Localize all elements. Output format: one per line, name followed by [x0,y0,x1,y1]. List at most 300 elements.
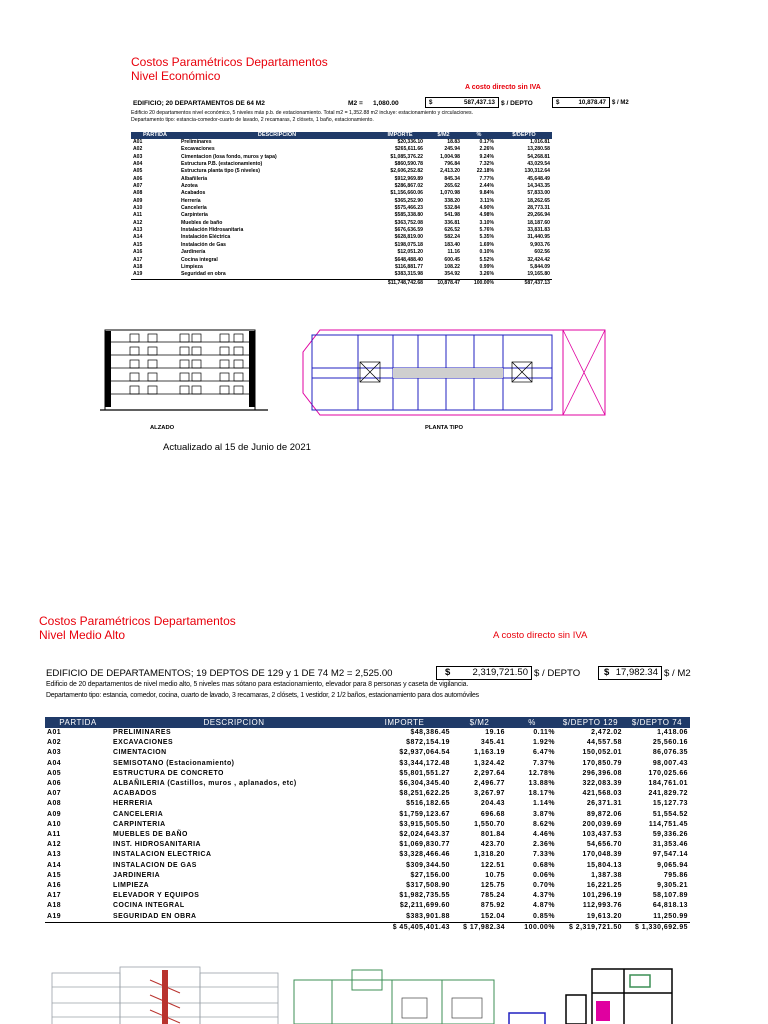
cost-value: 3.26% [479,271,494,278]
table-row [45,748,690,758]
cost-value: 1.69% [479,241,494,248]
header-cell: IMPORTE [375,132,425,139]
total-value: 10,878.47 [425,279,462,287]
section1-elevation-drawing [100,328,270,413]
table-row [45,810,690,820]
cost-value: $2,937,064.54 [399,749,450,757]
section1-building: EDIFICIO; 20 DEPARTAMENTOS DE 64 M2 [133,100,265,107]
cost-value: $27,156.00 [410,871,450,879]
partida-code: A04 [133,161,143,168]
partida-code: A05 [47,769,62,777]
partida-description: Cancelería [181,205,207,212]
cost-value: 18,187.60 [527,219,550,226]
cost-value: 532.84 [444,205,460,212]
cost-value: 103,437.53 [582,831,622,839]
cost-value: 600.45 [444,256,460,263]
cost-value: $1,069,830.77 [399,841,450,849]
total-value: $ 2,319,721.50 [557,922,624,933]
section1-desc1: Edificio 20 departamentos nivel económico, 5 niveles más p.b. de estacionamiento. Total m2 = 1,352.88 m2 incluye: estacionamiento y circulaciones. [131,110,474,116]
cost-value: $8,251,622.25 [399,790,450,798]
table-row [45,861,690,871]
cost-value: 0.85% [532,912,555,920]
table-row [131,198,552,205]
cost-value: 1,004.98 [440,153,460,160]
cost-value: 11,250.99 [653,912,688,920]
cost-value: $317,508.90 [406,882,450,890]
cost-value: 3,267.97 [474,790,505,798]
cost-value: $2,024,643.37 [399,831,450,839]
cost-value: 3.87% [532,810,555,818]
cost-value: 12.78% [528,769,555,777]
cost-value: $585,338.80 [394,212,423,219]
window-mark [234,386,243,394]
section1-per-depto-label: $ / DEPTO [501,100,533,107]
section2-cost-table [45,717,690,933]
window-mark [220,347,229,355]
cost-value: 0.10% [479,249,494,256]
partida-code: A13 [133,227,143,234]
partida-code: A02 [133,146,143,153]
table-row [45,912,690,923]
cost-value: 152.04 [480,912,505,920]
total-spacer [45,922,111,933]
header-cell: PARTIDA [45,717,111,728]
section1-m2-value: 1,080.00 [373,100,399,107]
cost-value: 696.68 [480,810,505,818]
partida-description: Instalación de Gas [181,241,227,248]
cost-value: 0.17% [479,139,494,145]
header-cell: % [462,132,496,139]
cost-value: 101,296.19 [582,892,622,900]
cost-value: 43,029.54 [527,161,550,168]
window-mark [148,360,157,368]
table-row [131,183,552,190]
cost-value: 2.36% [532,841,555,849]
cost-value: 1,387.38 [591,871,622,879]
partida-description: CANCELERIA [113,810,164,818]
cost-value: $676,636.59 [394,227,423,234]
partida-description: ALBAÑILERIA (Castillos, muros , aplanados, etc) [113,780,297,788]
partida-code: A14 [47,861,62,869]
section2-building: EDIFICIO DE DEPARTAMENTOS; 19 DEPTOS DE 129 y 1 DE 74 M2 = 2,525.00 [46,668,393,679]
cost-value: $198,075.18 [394,241,423,248]
partida-code: A12 [47,841,62,849]
section1-m2-label: M2 = [348,100,363,107]
cost-value: 58,107.89 [652,892,688,900]
window-mark [192,386,201,394]
section2-title [39,614,236,642]
cost-value: 1,070.98 [440,190,460,197]
cost-value: 204.43 [480,800,505,808]
elevation-svg [100,328,270,413]
cost-value: 2,297.64 [474,769,505,777]
cost-value: $3,344,172.48 [399,759,450,767]
partida-code: A02 [47,739,62,747]
total-spacer [179,279,375,287]
section1-per-depto-value: 587,437.13 [464,99,495,106]
cost-value: 4.98% [479,212,494,219]
partida-description: MUEBLES DE BAÑO [113,831,188,839]
cost-value: 785.24 [480,892,505,900]
partida-code: A15 [47,871,62,879]
section2-per-depto-box [436,666,532,680]
cost-value: 423.70 [480,841,505,849]
cost-value: $516,182.65 [406,800,450,808]
cost-value: $116,881.77 [394,263,423,270]
section1-cur1: $ [429,99,433,106]
cost-value: 4.87% [532,902,555,910]
partida-description: INST. HIDROSANITARIA [113,841,201,849]
cost-value: 9,903.76 [530,241,550,248]
table-row [131,242,552,249]
cost-value: 200,039.69 [582,820,622,828]
partida-description: SEMISOTANO (Estacionamiento) [113,759,235,767]
cost-value: $20,336.10 [397,139,423,145]
table-row [45,881,690,891]
cost-value: 541.98 [444,212,460,219]
cost-value: 29,266.94 [527,212,550,219]
cost-value: 125.75 [480,882,505,890]
window-mark [148,373,157,381]
partida-code: A14 [133,234,143,241]
window-mark [148,386,157,394]
table-row [131,154,552,161]
window-mark [180,360,189,368]
window-mark [130,347,139,355]
partida-code: A07 [47,790,62,798]
cost-value: 86,076.35 [652,749,688,757]
cost-value: 796.84 [444,161,460,168]
window-mark [192,360,201,368]
partida-code: A06 [47,780,62,788]
section2-cur1: $ [445,667,451,678]
cost-value: 801.84 [480,831,505,839]
partida-code: A10 [47,820,62,828]
partida-description: HERRERIA [113,800,153,808]
cost-value: 89,872.06 [586,810,622,818]
section2-note: A costo directo sin IVA [493,630,588,641]
total-value: 100.00% [507,922,557,933]
cost-value: 1,418.06 [657,729,688,736]
partida-code: A05 [133,168,143,175]
table-row [131,220,552,227]
total-value: $ 17,982.34 [452,922,507,933]
total-value: 587,437.13 [496,279,552,287]
window-mark [220,360,229,368]
section2-cur2: $ [604,667,610,678]
table-row [131,205,552,212]
cost-value: 0.70% [532,882,555,890]
partida-description: SEGURIDAD EN OBRA [113,912,197,920]
cost-value: 183.40 [444,241,460,248]
table-row [45,779,690,789]
partida-code: A16 [133,249,143,256]
cost-value: 13,280.58 [527,146,550,153]
table-row [131,161,552,168]
partida-code: A18 [133,263,143,270]
total-value: $ 45,405,401.43 [357,922,452,933]
table-row [131,264,552,271]
cost-value: 19,613.20 [586,912,622,920]
window-mark [234,360,243,368]
partida-code: A06 [133,175,143,182]
partida-description: ACABADOS [113,790,157,798]
cost-value: 875.92 [480,902,505,910]
section1-title-line1: Costos Paramétricos Departamentos [131,55,328,69]
table-row [131,168,552,175]
cost-value: 19.16 [485,729,505,736]
label-alzado: ALZADO [150,425,175,431]
section1-title [131,55,328,83]
cost-value: 44,557.58 [586,739,622,747]
cost-value: 54,656.70 [586,841,622,849]
cost-value: 345.41 [480,739,505,747]
table-row [131,234,552,241]
section2-detail-drawing [507,1010,549,1024]
cost-value: $3,328,466.46 [399,851,450,859]
cost-value: 51,554.52 [652,810,688,818]
cost-value: 7.33% [532,851,555,859]
window-mark [192,373,201,381]
partida-code: A12 [133,219,143,226]
cost-value: 19,165.80 [527,271,550,278]
cost-value: 845.34 [444,175,460,182]
cost-value: 114,751.45 [648,820,688,828]
cost-value: $383,315.98 [394,271,423,278]
cost-value: 322,083.39 [582,780,622,788]
cost-value: 9.24% [479,153,494,160]
cost-value: 2,472.02 [591,729,622,736]
header-cell: $/DEPTO 129 [557,717,624,728]
section1-desc2: Departamento tipo: estancia-comedor-cuarto de lavado, 2 recamaras, 2 clósets, 1 baño, estacionamiento. [131,117,374,123]
cost-value: 14,343.35 [527,183,550,190]
partida-code: A03 [47,749,62,757]
cost-value: 421,568.03 [582,790,622,798]
header-cell: % [507,717,557,728]
cost-value: $363,752.08 [394,219,423,226]
cost-value: $2,606,252.82 [390,168,423,175]
cost-value: 3.11% [479,197,494,204]
cost-value: 265.62 [444,183,460,190]
partida-code: A17 [133,256,143,263]
cost-value: 602.56 [534,249,550,256]
window-mark [130,334,139,342]
window-mark [148,347,157,355]
section1-title-line2: Nivel Económico [131,69,221,83]
header-cell: $/M2 [452,717,507,728]
partida-description: Estructura P.B. (estacionamiento) [181,161,263,168]
section1-per-m2-box [552,97,610,108]
partida-code: A18 [47,902,62,910]
partida-description: Cocina integral [181,256,218,263]
table-row [45,759,690,769]
cost-value: 0.06% [532,871,555,879]
section2-per-m2-box [598,666,662,680]
cost-value: 1.92% [532,739,555,747]
cost-value: 2,496.77 [474,780,505,788]
window-mark [220,334,229,342]
table-row [45,840,690,850]
partida-description: Instalación Hidrosanitaria [181,227,244,234]
section2-desc2: Departamento tipo: estancia, comedor, cocina, cuarto de lavado, 3 recamaras, 2 clósets, 1 vestidor, 2 1/2 baños, estacionamiento para dos automóviles [46,692,479,699]
partida-description: INSTALACION DE GAS [113,861,197,869]
window-mark [130,386,139,394]
section1-per-m2-label: $ / M2 [612,100,629,106]
partida-description: EXCAVACIONES [113,739,174,747]
cost-value: 18.17% [528,790,555,798]
partida-code: A13 [47,851,62,859]
cost-value: 28,773.31 [527,205,550,212]
section2-desc1: Edificio de 20 departamentos de nivel medio alto, 5 niveles mas sótano para estacionamiento, elevador para 8 personas y caseta de vigilancia. [46,681,469,688]
partida-code: A15 [133,241,143,248]
section1-per-depto-box [425,97,499,108]
header-cell: DESCRIPCION [179,132,375,139]
cost-value: 4.46% [532,831,555,839]
table-row [131,257,552,264]
section2-per-depto-label: $ / DEPTO [534,668,581,679]
cost-value: 5.76% [479,227,494,234]
table-row [131,139,552,146]
cost-value: 2.26% [479,146,494,153]
partida-code: A11 [133,212,143,219]
partida-code: A11 [47,831,61,839]
header-cell: $/DEPTO 74 [624,717,690,728]
cost-value: 170,850.79 [582,759,622,767]
cost-value: 170,048.39 [582,851,622,859]
cost-value: $3,915,505.50 [399,820,450,828]
window-mark [130,373,139,381]
cost-value: 13.88% [528,780,555,788]
table-row [45,850,690,860]
cost-value: 1.14% [532,800,555,808]
cost-value: 0.99% [479,263,494,270]
window-mark [234,347,243,355]
cost-value: 354.92 [444,271,460,278]
partida-description: COCINA INTEGRAL [113,902,185,910]
cost-value: 97,547.14 [652,851,688,859]
cost-value: 582.24 [444,234,460,241]
partida-code: A03 [133,153,143,160]
partida-description: Azotea [181,183,198,190]
section1-cost-table [131,132,552,287]
section1-per-m2-value: 10,878.47 [578,99,606,106]
total-spacer [111,922,357,933]
cost-value: $575,466.23 [394,205,423,212]
label-planta-tipo: PLANTA TIPO [425,425,463,431]
cost-value: 18,262.65 [527,197,550,204]
header-cell: $/DEPTO [496,132,552,139]
cost-value: 122.51 [480,861,505,869]
partida-code: A08 [133,190,143,197]
cost-value: 1,016.81 [530,139,550,145]
section2-per-depto-value: 2,319,721.50 [472,667,528,678]
cost-value: $628,819.00 [394,234,423,241]
header-cell: PARTIDA [131,132,179,139]
cost-value: 45,648.49 [527,175,550,182]
total-row [131,279,552,287]
window-mark [234,334,243,342]
table-row [131,249,552,256]
section1-note: A costo directo sin IVA [465,84,541,91]
table-row [45,728,690,738]
window-mark [148,334,157,342]
partida-code: A19 [47,912,62,920]
cost-value: 130,312.64 [524,168,550,175]
cost-value: 2.44% [479,183,494,190]
cost-value: 4.37% [532,892,555,900]
cost-value: 5.52% [479,256,494,263]
cost-value: 0.68% [532,861,555,869]
partida-description: Carpintería [181,212,208,219]
cost-value: 16,221.25 [586,882,622,890]
cost-value: 108.22 [444,263,460,270]
partida-description: INSTALACION ELECTRICA [113,851,212,859]
section2-per-m2-value: 17,982.34 [615,667,658,678]
partida-description: PRELIMINARES [113,729,172,736]
section1-updated: Actualizado al 15 de Junio de 2021 [163,442,311,453]
partida-code: A10 [133,205,143,212]
cost-value: 15,804.13 [586,861,622,869]
cost-value: 26,371.31 [586,800,622,808]
section2-floorplan-drawing [292,968,497,1024]
window-mark [234,373,243,381]
partida-code: A01 [47,729,62,736]
cost-value: 22.18% [476,168,494,175]
total-value: 100.00% [462,279,496,287]
window-mark [180,347,189,355]
cost-value: 296,396.08 [582,769,622,777]
partida-description: Albañilería [181,175,208,182]
cost-value: $365,252.90 [394,197,423,204]
cost-value: 32,424.42 [527,256,550,263]
partida-code: A01 [133,139,143,145]
section2-unit-plan-drawing [564,965,679,1024]
cost-value: 10.75 [485,871,505,879]
section2-title-line2: Nivel Medio Alto [39,628,126,642]
window-mark [180,386,189,394]
cost-value: 3.10% [479,219,494,226]
cost-value: $309,344.50 [406,861,450,869]
cost-value: 245.94 [444,146,460,153]
cost-value: 336.81 [444,219,460,226]
partida-description: Instalación Eléctrica [181,234,231,241]
cost-value: 1,550.70 [474,820,505,828]
cost-value: $265,611.66 [394,146,423,153]
table-row [131,227,552,234]
cost-value: 25,560.16 [652,739,688,747]
section1-cur2: $ [556,99,560,106]
table-row [131,212,552,219]
cost-value: $1,085,376.22 [390,153,423,160]
cost-value: 9,305.21 [657,882,688,890]
cost-value: 9.84% [479,190,494,197]
table-row [131,176,552,183]
cost-value: 7.32% [479,161,494,168]
window-mark [180,334,189,342]
partida-code: A09 [47,810,62,818]
cost-value: 0.11% [533,729,555,736]
cost-value: 626.52 [444,227,460,234]
cost-value: $48,386.45 [410,729,450,736]
cost-value: 64,818.13 [652,902,688,910]
cost-value: 98,007.43 [652,759,688,767]
cost-value: $6,304,345.40 [399,780,450,788]
cost-value: 5,844.09 [530,263,550,270]
cost-value: 31,353.46 [652,841,688,849]
cost-value: 150,052.01 [582,749,622,757]
window-mark [192,347,201,355]
table-row [131,271,552,279]
